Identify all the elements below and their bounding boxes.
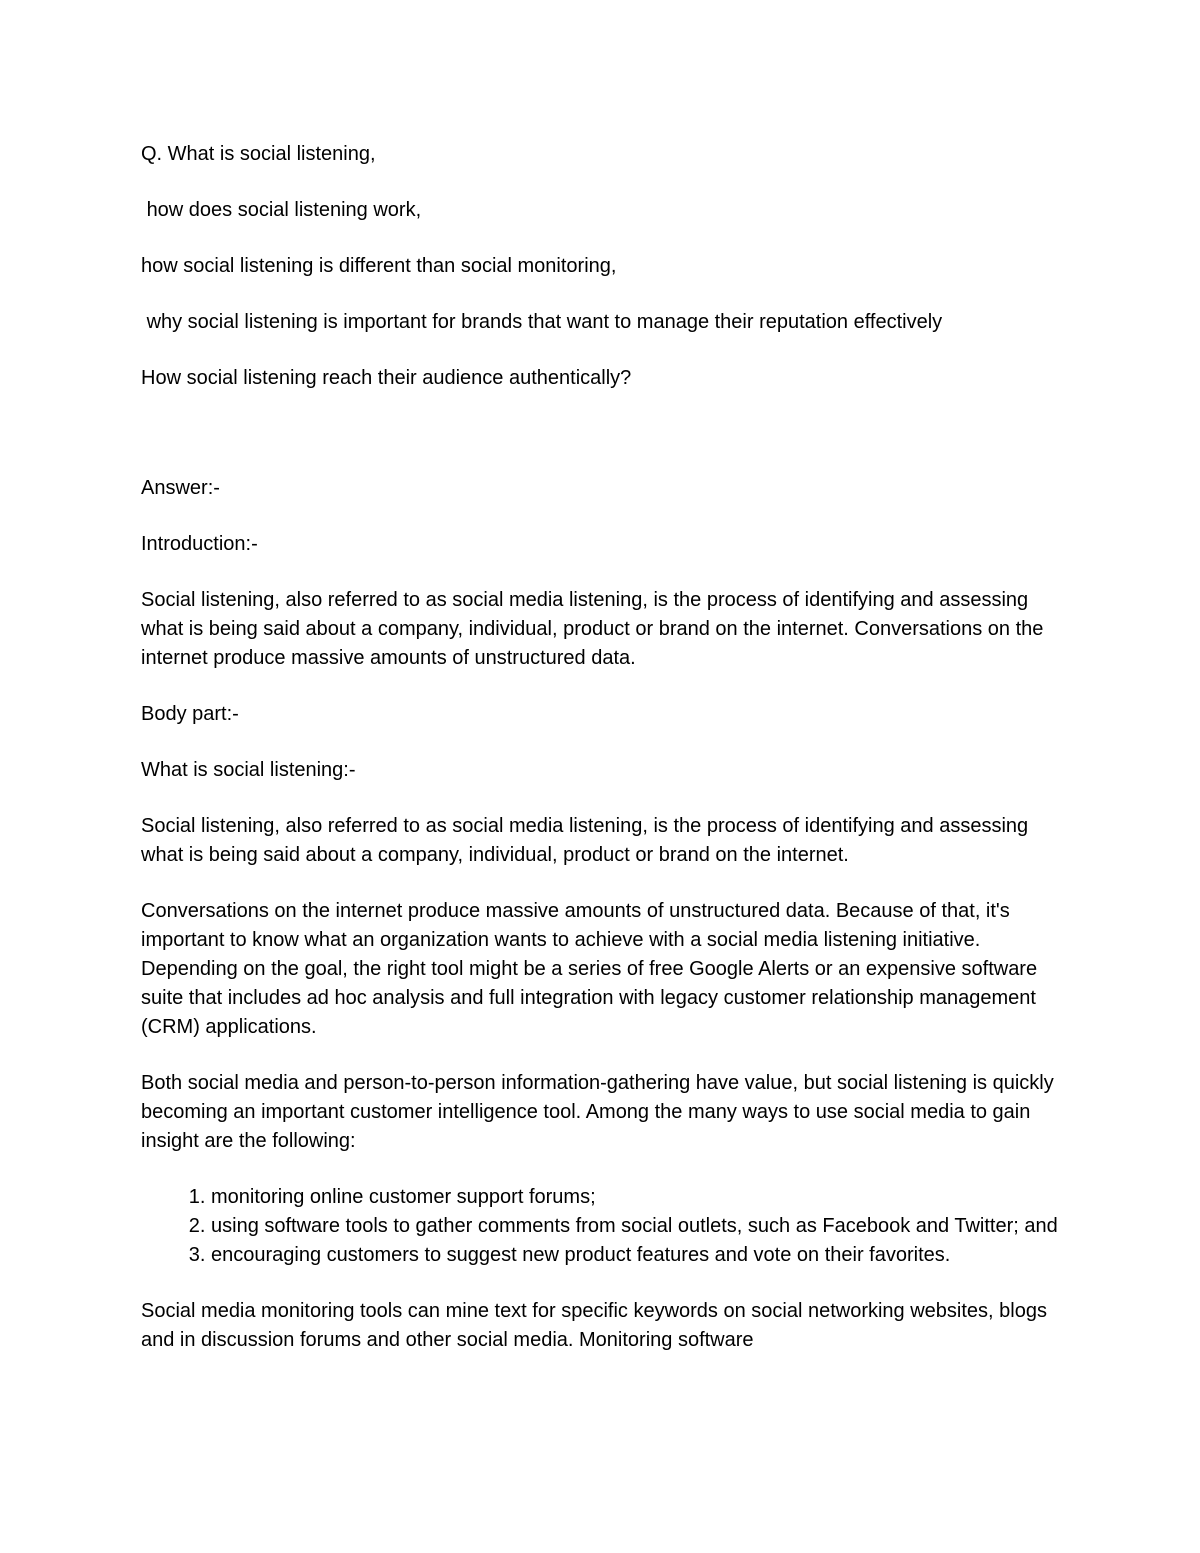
question-line-4: why social listening is important for brands that want to manage their reputation effectively [141, 311, 943, 333]
introduction-heading: Introduction:- [141, 533, 258, 555]
question-line-1: Q. What is social listening, [141, 143, 376, 165]
introduction-text: Social listening, also referred to as social media listening, is the process of identifying and assessing what is being said about a company, individual, product or brand on the internet. Conversations on the internet produce massive amounts of unstructured data. [141, 589, 1049, 669]
body-subheading: What is social listening:- [141, 759, 356, 781]
body-paragraph-2: Conversations on the internet produce massive amounts of unstructured data. Because of that, it's important to know what an organization wants to achieve with a social media listening initiative. Depending on the goal, the right tool might be a series of free Google Alerts or an expensive software suite that includes ad hoc analysis and full integration with legacy customer relationship management (CRM) applications. [141, 900, 1043, 1038]
body-paragraph-4: Social media monitoring tools can mine text for specific keywords on social networking websites, blogs and in discussion forums and other social media. Monitoring software [141, 1300, 1053, 1351]
list-item: 2. using software tools to gather comments from social outlets, such as Facebook and Twitter; and [211, 1212, 1066, 1241]
insight-list [141, 1183, 1066, 1270]
list-item: 3. encouraging customers to suggest new product features and vote on their favorites. [211, 1241, 1066, 1270]
answer-label: Answer:- [141, 477, 220, 499]
question-line-3: how social listening is different than social monitoring, [141, 255, 617, 277]
body-heading: Body part:- [141, 703, 239, 725]
body-paragraph-3: Both social media and person-to-person information-gathering have value, but social listening is quickly becoming an important customer intelligence tool. Among the many ways to use social media to gain insight are the following: [141, 1072, 1060, 1152]
question-line-5: How social listening reach their audience authentically? [141, 367, 632, 389]
list-item: 1. monitoring online customer support forums; [211, 1183, 1066, 1212]
body-paragraph-1: Social listening, also referred to as social media listening, is the process of identifying and assessing what is being said about a company, individual, product or brand on the internet. [141, 815, 1034, 866]
document-page [141, 140, 1066, 1355]
question-line-2: how does social listening work, [141, 199, 422, 221]
